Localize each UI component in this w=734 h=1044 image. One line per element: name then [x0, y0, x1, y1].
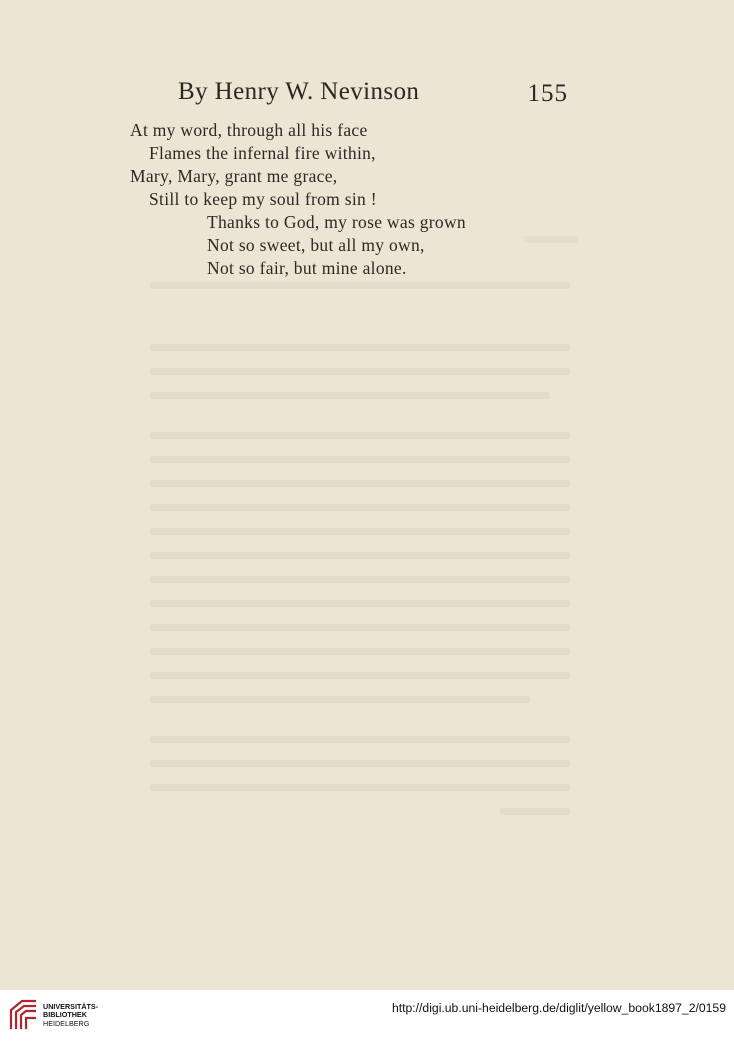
poem-line: Still to keep my soul from sin !	[149, 189, 377, 209]
poem-stanza	[130, 119, 550, 280]
poem-line: Thanks to God, my rose was grown	[207, 212, 466, 232]
poem-line: Not so fair, but mine alone.	[207, 258, 407, 278]
poem-line: Not so sweet, but all my own,	[207, 235, 425, 255]
ub-heidelberg-logo-icon[interactable]	[8, 998, 38, 1030]
running-head	[178, 78, 568, 110]
running-title: By Henry W. Nevinson	[178, 78, 420, 105]
digitization-footer	[0, 990, 734, 1044]
library-name-line: BIBLIOTHEK	[43, 1010, 87, 1020]
poem-line: At my word, through all his face	[130, 120, 368, 140]
library-name-line: HEIDELBERG	[43, 1018, 90, 1028]
library-name-line: UNIVERSITÄTS-	[43, 1002, 99, 1011]
poem-line: Mary, Mary, grant me grace,	[130, 166, 338, 186]
library-name[interactable]	[43, 1003, 98, 1028]
page-number: 155	[527, 80, 568, 107]
poem-line: Flames the infernal fire within,	[149, 143, 376, 163]
source-url-link[interactable]: http://digi.ub.uni-heidelberg.de/diglit/yellow_book1897_2/0159	[391, 1001, 726, 1015]
